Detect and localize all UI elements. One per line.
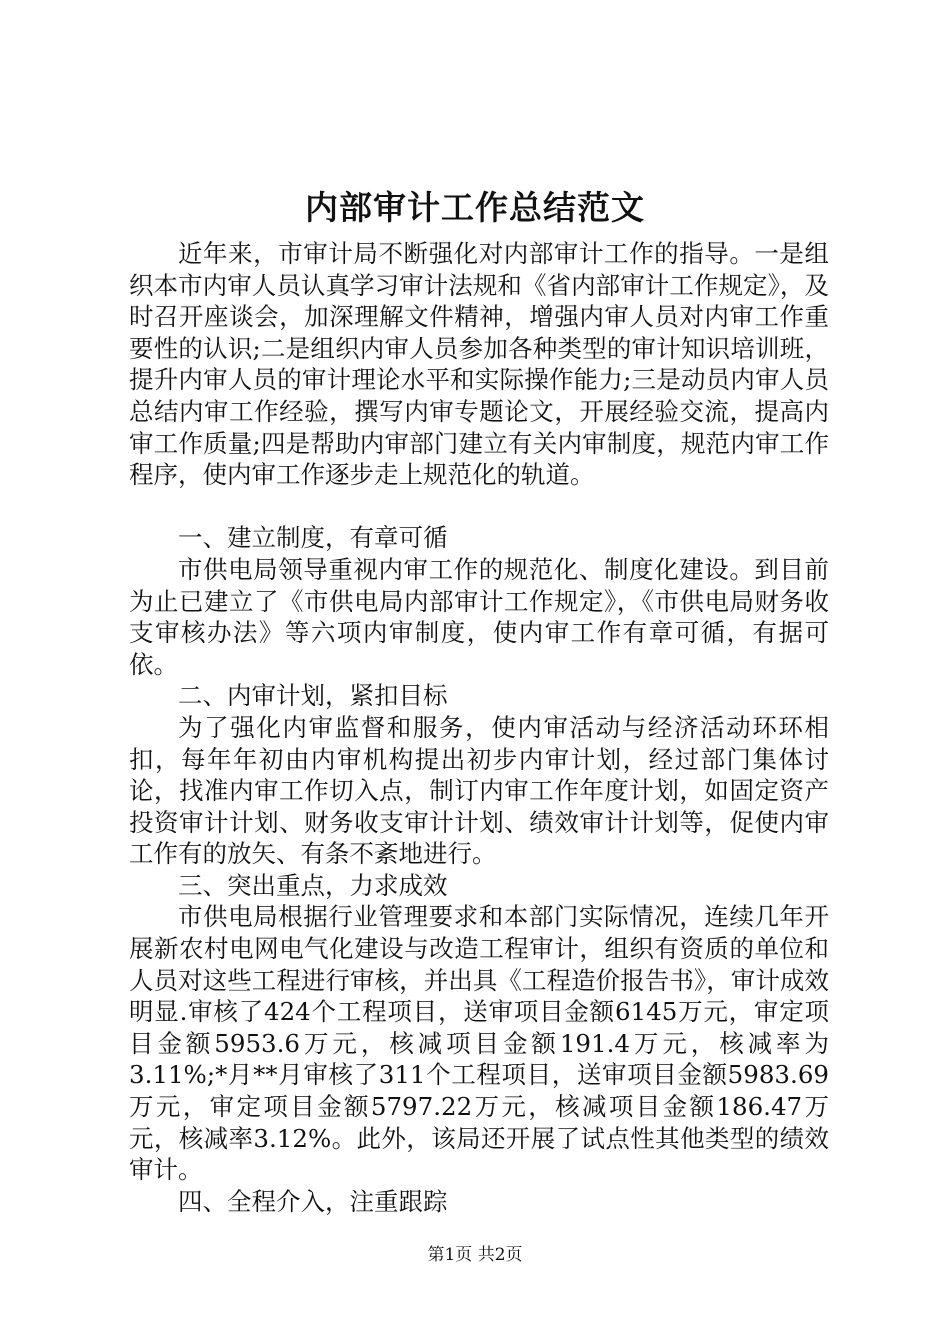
section-heading-4: 四、全程介入，注重跟踪 [178,1186,448,1216]
document-title: 内部审计工作总结范文 [305,188,645,227]
section-heading-1: 一、建立制度，有章可循 [178,523,448,553]
section-heading-2: 二、内审计划，紧扣目标 [178,681,448,711]
section-paragraph-3: 市供电局根据行业管理要求和本部门实际情况，连续几年开展新农村电网电气化建设与改造工程审计，组织有资质的单位和人员对这些工程进行审核，并出具《工程造价报告书》，审计成效明显.审核了424个工程项目，送审项目金额6145万元，审定项目金额5953.6万元，核减项目金额191.4万元，核减率为3.11%;*月**月审核了311个工程项目，送审项目金额5983.69万元，审定项目金额5797.22万元，核减项目金额186.47万元，核减率3.12%。此外，该局还开展了试点性其他类型的绩效审计。 [129,902,829,1185]
section-heading-3: 三、突出重点，力求成效 [178,870,448,900]
section-paragraph-1: 市供电局领导重视内审工作的规范化、制度化建设。到目前为止已建立了《市供电局内部审计工作规定》，《市供电局财务收支审核办法》等六项内审制度，使内审工作有章可循，有据可依。 [129,554,829,679]
page-number-footer: 第1页 共2页 [427,1245,523,1265]
document-body [129,238,829,1217]
section-paragraph-2: 为了强化内审监督和服务，使内审活动与经济活动环环相扣，每年年初由内审机构提出初步内审计划，经过部门集体讨论，找准内审工作切入点，制订内审工作年度计划，如固定资产投资审计计划、财务收支审计计划、绩效审计计划等，促使内审工作有的放矢、有条不紊地进行。 [129,712,829,869]
intro-paragraph: 近年来，市审计局不断强化对内部审计工作的指导。一是组织本市内审人员认真学习审计法规和《省内部审计工作规定》，及时召开座谈会，加深理解文件精神，增强内审人员对内审工作重要性的认识;二是组织内审人员参加各种类型的审计知识培训班，提升内审人员的审计理论水平和实际操作能力;三是动员内审人员总结内审工作经验，撰写内审专题论文，开展经验交流，提高内审工作质量;四是帮助内审部门建立有关内审制度，规范内审工作程序，使内审工作逐步走上规范化的轨道。 [129,239,829,490]
